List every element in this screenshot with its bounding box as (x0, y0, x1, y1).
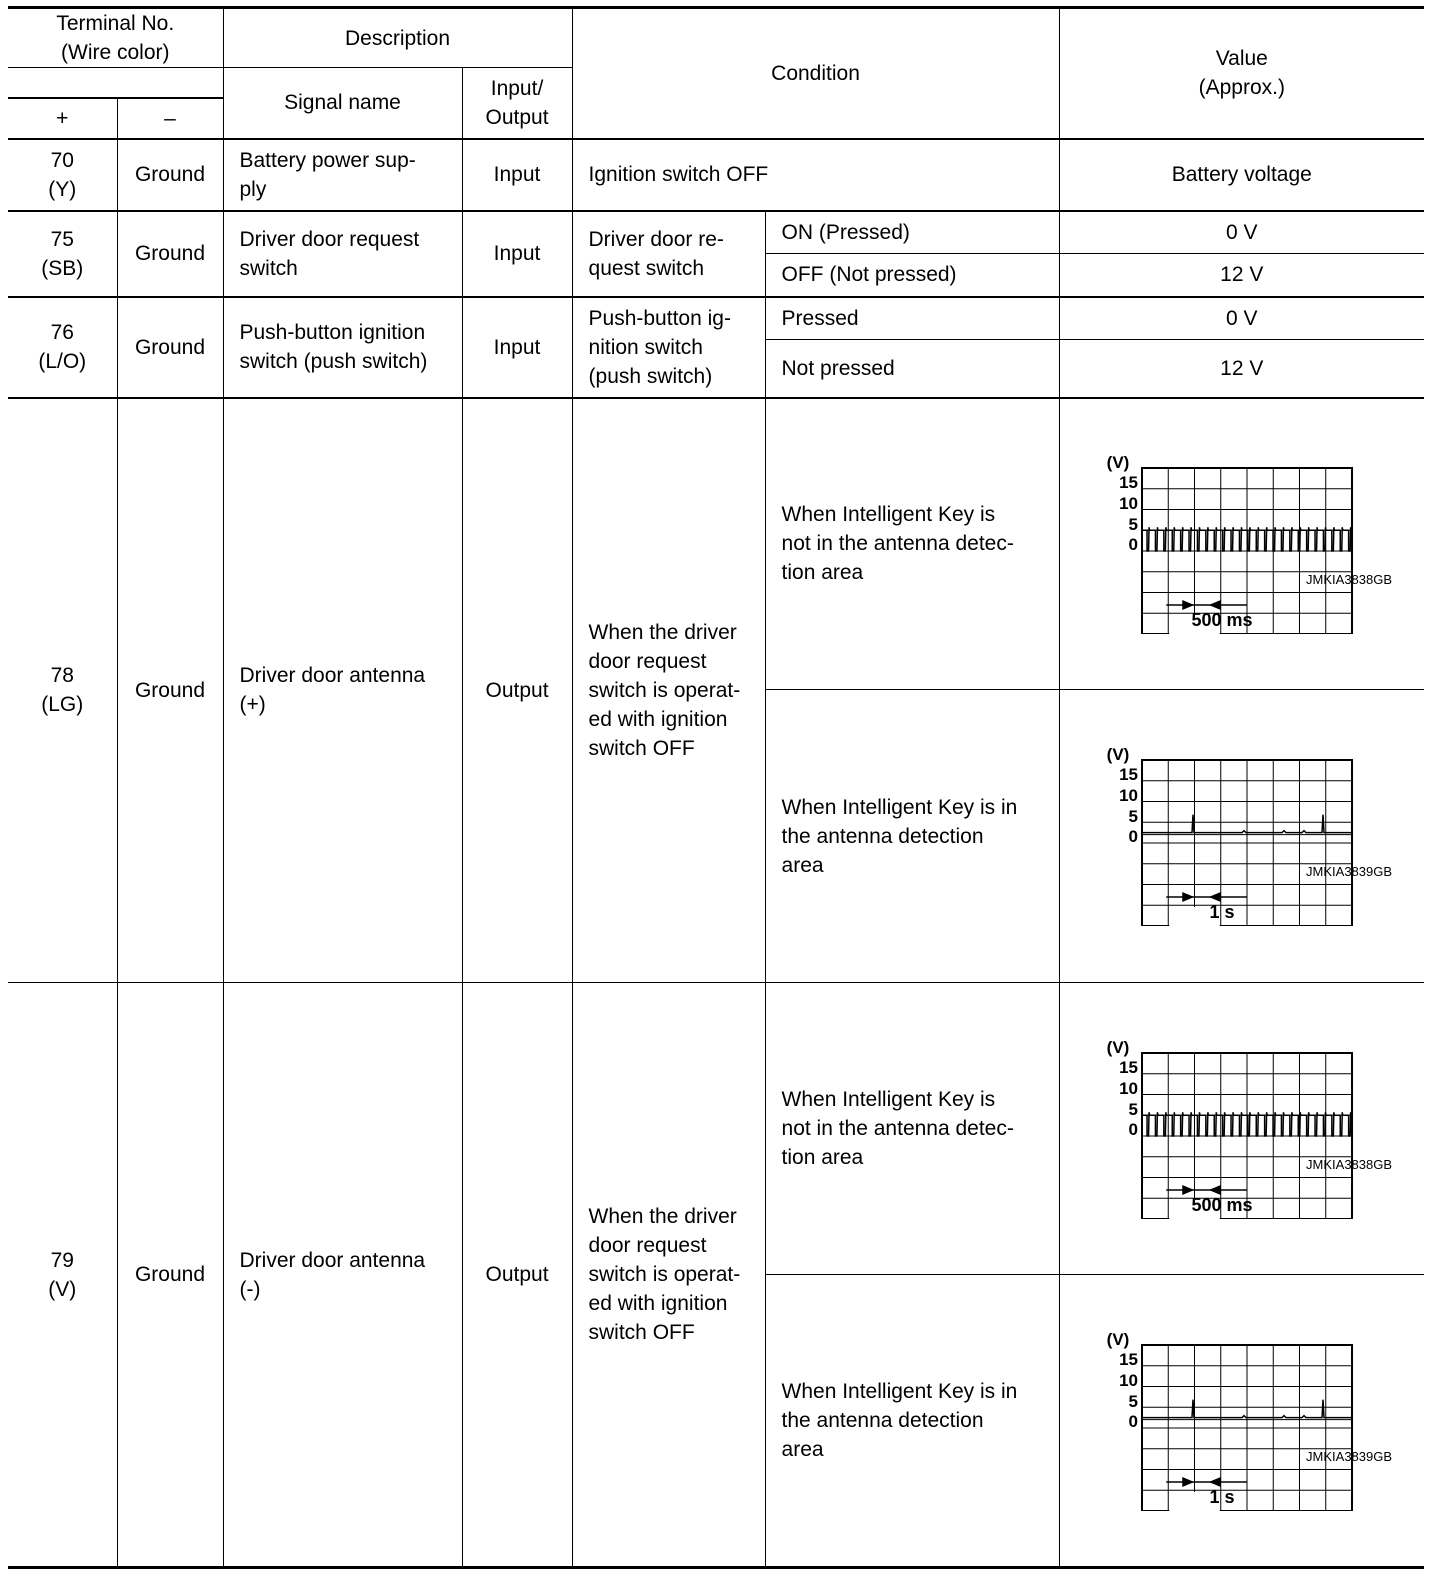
waveform-code: JMKIA3838GB (1306, 571, 1393, 587)
waveform-graph (1100, 1039, 1360, 1219)
waveform-tick: 10 (1118, 786, 1138, 805)
sub-condition-cell: ON (Pressed) (765, 211, 1059, 254)
condition-cell: Driver door re- quest switch (572, 211, 765, 297)
waveform-unit: (V) (1106, 453, 1129, 472)
waveform-graph (1100, 454, 1360, 634)
condition-cell: Ignition switch OFF (572, 139, 1059, 211)
sub-condition-cell: When Intelligent Key is not in the antenna detec- tion area (765, 398, 1059, 690)
header-value: Value (Approx.) (1059, 8, 1424, 139)
input-output-cell: Input (462, 211, 572, 297)
waveform-graph (1100, 1331, 1360, 1511)
waveform (1060, 454, 1425, 634)
waveform-time-marker (1166, 892, 1247, 926)
sub-condition-cell: OFF (Not pressed) (765, 254, 1059, 297)
waveform-time-arrow (1182, 892, 1194, 902)
waveform-time-label: 1 s (1209, 902, 1235, 922)
waveform-grid (1142, 760, 1352, 926)
header-terminal-spacer (8, 68, 223, 98)
ground-cell: Ground (117, 211, 223, 297)
value-cell: 12 V (1059, 254, 1424, 297)
waveform-time-label: 500 ms (1191, 609, 1253, 630)
terminal-cell: 75 (SB) (8, 211, 117, 297)
waveform-tick: 5 (1128, 807, 1138, 826)
waveform-tick: 15 (1118, 1057, 1138, 1077)
table-row (8, 983, 1424, 1275)
waveform-time-arrow (1208, 1476, 1220, 1486)
waveform-code: JMKIA3838GB (1306, 1156, 1393, 1172)
waveform-time-arrow (1208, 600, 1220, 610)
sub-condition-cell: When Intelligent Key is not in the antenna detec- tion area (765, 983, 1059, 1275)
waveform (1060, 746, 1425, 926)
waveform-unit: (V) (1106, 1330, 1129, 1349)
signal-name-cell: Battery power sup- ply (223, 139, 462, 211)
waveform-tick: 0 (1128, 827, 1138, 846)
waveform-time-arrow (1182, 600, 1194, 610)
sub-condition-cell: When Intelligent Key is in the antenna detection area (765, 1275, 1059, 1568)
header-condition: Condition (572, 8, 1059, 139)
waveform-graph (1100, 746, 1360, 926)
ground-cell: Ground (117, 297, 223, 398)
waveform-tick: 15 (1118, 472, 1138, 492)
waveform-cell (1059, 1275, 1424, 1568)
signal-name-cell: Push-button ignition switch (push switch) (223, 297, 462, 398)
signal-name-cell: Driver door antenna (+) (223, 398, 462, 983)
table-row (8, 139, 1424, 211)
waveform-tick: 15 (1118, 1349, 1138, 1369)
waveform (1060, 1039, 1425, 1219)
waveform-cell (1059, 690, 1424, 983)
header-plus: + (8, 98, 117, 139)
ground-cell: Ground (117, 398, 223, 983)
header-input-output: Input/ Output (462, 68, 572, 139)
value-cell: 0 V (1059, 211, 1424, 254)
waveform-code: JMKIA3839GB (1306, 864, 1393, 879)
signal-name-cell: Driver door antenna (-) (223, 983, 462, 1568)
waveform-time-arrow (1182, 1476, 1194, 1486)
waveform-tick: 10 (1118, 493, 1138, 513)
waveform-cell (1059, 398, 1424, 690)
input-output-cell: Output (462, 398, 572, 983)
waveform-tick: 5 (1128, 1099, 1138, 1119)
table-row (8, 297, 1424, 340)
waveform (1060, 1331, 1425, 1511)
waveform-grid (1142, 1345, 1352, 1511)
ground-cell: Ground (117, 983, 223, 1568)
waveform-time-arrow (1208, 892, 1220, 902)
waveform-tick: 10 (1118, 1370, 1138, 1390)
waveform-time-label: 1 s (1209, 1486, 1235, 1507)
input-output-cell: Input (462, 297, 572, 398)
input-output-cell: Input (462, 139, 572, 211)
waveform-unit: (V) (1106, 1038, 1129, 1057)
condition-cell: When the driver door request switch is operat- ed with ignition switch OFF (572, 983, 765, 1568)
waveform-time-arrow (1182, 1184, 1194, 1194)
terminal-cell: 76 (L/O) (8, 297, 117, 398)
table-row (8, 398, 1424, 690)
waveform-tick: 5 (1128, 1391, 1138, 1411)
table-row (8, 211, 1424, 254)
sub-condition-cell: Not pressed (765, 340, 1059, 398)
terminal-cell: 78 (LG) (8, 398, 117, 983)
terminal-cell: 79 (V) (8, 983, 117, 1568)
waveform-tick: 0 (1128, 1411, 1138, 1431)
value-cell: 12 V (1059, 340, 1424, 398)
waveform-tick: 15 (1118, 765, 1138, 784)
waveform-unit: (V) (1106, 746, 1129, 764)
waveform-tick: 10 (1118, 1078, 1138, 1098)
waveform-cell (1059, 983, 1424, 1275)
header-description: Description (223, 8, 572, 68)
terminal-cell: 70 (Y) (8, 139, 117, 211)
terminal-spec-table (8, 6, 1424, 1569)
waveform-tick: 0 (1128, 534, 1138, 554)
value-cell: 0 V (1059, 297, 1424, 340)
waveform-tick: 5 (1128, 514, 1138, 534)
waveform-code: JMKIA3839GB (1306, 1448, 1393, 1464)
header-terminal-no: Terminal No. (Wire color) (8, 8, 223, 68)
value-cell: Battery voltage (1059, 139, 1424, 211)
header-minus: – (117, 98, 223, 139)
signal-name-cell: Driver door request switch (223, 211, 462, 297)
waveform-time-arrow (1208, 1184, 1220, 1194)
condition-cell: Push-button ig- nition switch (push switch) (572, 297, 765, 398)
waveform-time-marker (1166, 1476, 1247, 1510)
waveform-time-label: 500 ms (1191, 1194, 1253, 1215)
ground-cell: Ground (117, 139, 223, 211)
header-signal-name: Signal name (223, 68, 462, 139)
waveform-tick: 0 (1128, 1119, 1138, 1139)
sub-condition-cell: Pressed (765, 297, 1059, 340)
input-output-cell: Output (462, 983, 572, 1568)
condition-cell: When the driver door request switch is operat- ed with ignition switch OFF (572, 398, 765, 983)
sub-condition-cell: When Intelligent Key is in the antenna detection area (765, 690, 1059, 983)
